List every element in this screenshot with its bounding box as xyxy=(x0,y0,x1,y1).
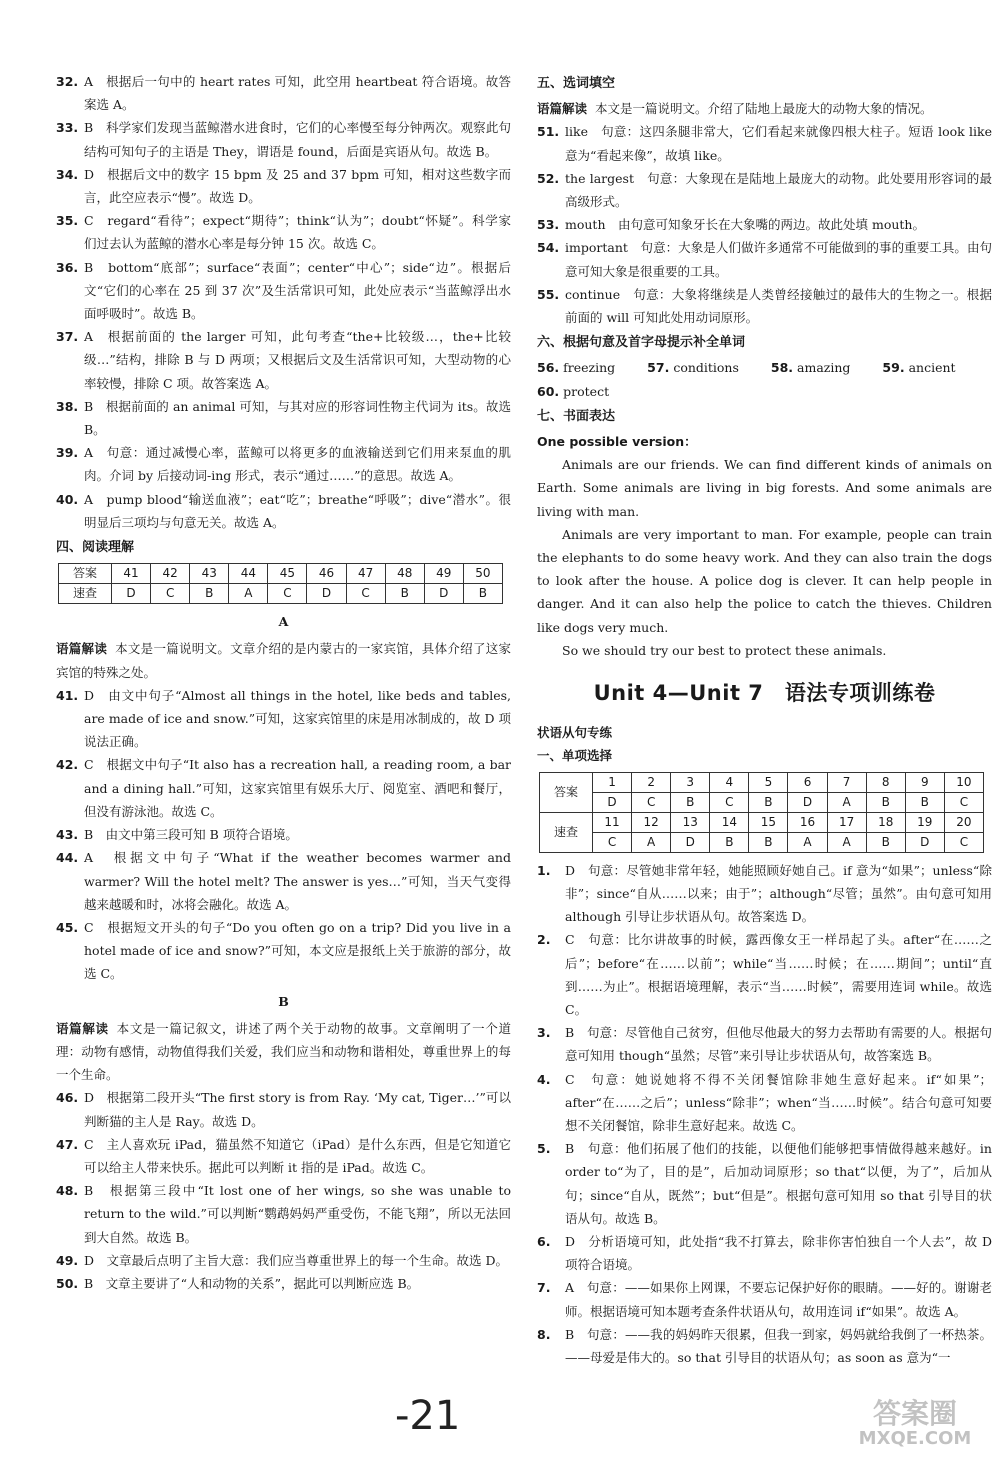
table-num: 8 xyxy=(866,772,905,792)
explanation-item xyxy=(56,395,511,441)
item-text: B bottom“底部”；surface“表面”；center“中心”；side“边”。根据后文“它们的心率在 25 到 37 次”及生活常识可知，此处应表示“当蓝鲸浮出水面呼吸时”。故选 B。 xyxy=(84,259,511,322)
explanation-item xyxy=(537,928,992,1021)
item-number: 41. xyxy=(56,687,79,703)
table-num: 47 xyxy=(346,564,385,584)
fill-answer: 60. protect xyxy=(537,383,610,399)
table-num: 42 xyxy=(151,564,190,584)
item-number: 52. xyxy=(537,170,560,186)
item-number: 51. xyxy=(537,124,560,140)
fill-answer: 59. ancient xyxy=(882,360,956,376)
fill-answers-56-60 xyxy=(537,356,992,402)
reading-explanations-41-45 xyxy=(56,684,511,986)
table-answer: B xyxy=(866,832,905,852)
explanation-item xyxy=(56,1133,511,1179)
item-text: A 根据后一句中的 heart rates 可知，此空用 heartbeat 符合语境。故答案选 A。 xyxy=(84,74,511,113)
item-text: C 句意：她说她将不得不关闭餐馆除非她生意好起来。if“如果”；after“在……之后”；unless“除非”；when“当……时候”。结合句意可知要想不关闭餐馆，除非生意好起来。故选 C。 xyxy=(565,1071,992,1133)
item-text: C 根据文中句子“It also has a recreation hall, a reading room, a bar and a dining hall.”可知，这家宾馆里有娱乐大厅、阅览室、酒吧和餐厅，但没有游泳池。故选 C。 xyxy=(84,757,511,819)
essay-paragraph: Animals are very important to man. For example, people can train the elephants to do some heavy work. And they can also train the dogs to look after the house. A police dog is clever. It can help people in danger. And it can also help the police to catch the thieves. Children like dogs very much. xyxy=(537,526,992,635)
explanation-item xyxy=(537,1068,992,1138)
table-answer: A xyxy=(827,792,866,812)
table-answer: B xyxy=(866,792,905,812)
table-num: 19 xyxy=(905,812,944,832)
item-text: B 句意：——我的妈妈昨天很累，但我一到家，妈妈就给我倒了一杯热茶。——母爱是伟大的。so that 引导目的状语从句；as soon as 意为“一 xyxy=(565,1326,992,1365)
section-5-intro: 语篇解读 本文是一篇说明文。介绍了陆地上最庞大的动物大象的情况。 xyxy=(537,101,933,117)
answer-table-41-50 xyxy=(58,563,503,604)
fill-answer: 57. conditions xyxy=(647,360,739,376)
table-answer: B xyxy=(905,792,944,812)
item-number: 35. xyxy=(56,213,79,229)
table-num: 3 xyxy=(671,772,710,792)
explanation-item xyxy=(56,823,511,846)
table-answer: C xyxy=(944,832,983,852)
table-answer: B xyxy=(463,584,502,604)
explanation-item xyxy=(56,916,511,986)
page-number: -21 xyxy=(395,1393,461,1439)
essay-paragraph: So we should try our best to protect these animals. xyxy=(562,642,887,658)
table-num: 14 xyxy=(710,812,749,832)
item-text: mouth 由句意可知象牙长在大象嘴的两边。故此处填 mouth。 xyxy=(565,217,925,233)
table-answer: A xyxy=(229,584,268,604)
item-number: 49. xyxy=(56,1252,79,1268)
item-number: 42. xyxy=(56,757,79,773)
table-num: 48 xyxy=(385,564,424,584)
explanation-item xyxy=(56,684,511,754)
item-number: 2. xyxy=(537,932,551,948)
item-text: C 句意：比尔讲故事的时候，露西像女王一样昂起了头。after“在……之后”；before“在……以前”；while“当……时候；在……期间”；until“直到……为止”。根据语境理解，表示“当……时候”，需要用连词 while。故选 C。 xyxy=(565,932,992,1017)
item-number: 48. xyxy=(56,1183,79,1199)
fill-answer: 56. freezing xyxy=(537,360,616,376)
word-fill-explanations-51-55 xyxy=(537,120,992,329)
table-num: 7 xyxy=(827,772,866,792)
reading-explanations-46-50 xyxy=(56,1086,511,1295)
explanation-item xyxy=(56,488,511,534)
item-number: 7. xyxy=(537,1280,551,1296)
table-num: 10 xyxy=(944,772,983,792)
table-answer: A xyxy=(827,832,866,852)
item-number: 32. xyxy=(56,74,79,89)
item-text: A 根据前面的 the larger 可知，此句考查“the+比较级…，the+比较级…”结构，排除 B 与 D 两项；又根据后文及生活常识可知，大型动物的心率较慢，排除 C 项。故答案选 A。 xyxy=(84,329,511,391)
item-number: 5. xyxy=(537,1141,551,1157)
essay-paragraph: Animals are our friends. We can find different kinds of animals on Earth. Some animals are living in big forests. And some animals are living with man. xyxy=(537,457,992,519)
item-number: 50. xyxy=(56,1275,79,1291)
item-text: continue 句意：大象将继续是人类曾经接触过的最伟大的生物之一。根据前面的 will 可知此处用动词原形。 xyxy=(565,286,992,326)
table-num: 1 xyxy=(593,772,632,792)
answer-table-1-20 xyxy=(539,772,984,853)
table-num: 17 xyxy=(827,812,866,832)
explanation-item xyxy=(56,70,511,116)
explanation-item xyxy=(537,167,992,213)
item-text: C 根据短文开头的句子“Do you often go on a trip? Did you live in a hotel made of ice and snow?”可知，本文应是报纸上关于旅游的部分，故选 C。 xyxy=(84,919,511,982)
item-text: B 根据第三段中“It lost one of her wings, so she was unable to return to the wild.”可以判断“鹦鹉妈妈严重受伤，不能飞翔”，所以无法回到大自然。故选 B。 xyxy=(84,1183,511,1245)
table-num: 6 xyxy=(788,772,827,792)
table-num: 44 xyxy=(229,564,268,584)
item-text: A 句意：通过减慢心率，蓝鲸可以将更多的血液输送到它们用来泵血的肌肉。介词 by 后接动词-ing 形式，表示“通过……”的意思。故选 A。 xyxy=(84,445,511,484)
answer-label-top: 答案 xyxy=(540,772,593,812)
table-num: 9 xyxy=(905,772,944,792)
table-num: 4 xyxy=(710,772,749,792)
table-answer: B xyxy=(749,832,788,852)
item-number: 45. xyxy=(56,919,79,935)
explanation-item xyxy=(537,859,992,929)
table-answer: C xyxy=(944,792,983,812)
intro-label: 语篇解读 xyxy=(537,101,588,117)
table-num: 41 xyxy=(112,564,151,584)
item-text: D 文章最后点明了主旨大意：我们应当尊重世界上的每一个生命。故选 D。 xyxy=(84,1252,509,1268)
table-num: 2 xyxy=(632,772,671,792)
explanation-item xyxy=(537,213,992,236)
explanation-item xyxy=(56,256,511,326)
item-number: 39. xyxy=(56,445,79,461)
explanation-item xyxy=(56,325,511,395)
item-number: 44. xyxy=(56,850,79,866)
answer-label-bottom: 速查 xyxy=(540,812,593,852)
table-num: 45 xyxy=(268,564,307,584)
table-answer: D xyxy=(671,832,710,852)
item-text: important 句意：大象是人们做许多通常不可能做到的事的重要工具。由句意可知大象是很重要的工具。 xyxy=(565,240,992,279)
item-number: 40. xyxy=(56,491,79,507)
explanation-item xyxy=(56,1249,511,1272)
table-answer: D xyxy=(905,832,944,852)
section-6-heading: 六、根据句意及首字母提示补全单词 xyxy=(537,335,746,351)
explanation-item xyxy=(537,1323,992,1369)
table-answer: B xyxy=(190,584,229,604)
item-text: C 主人喜欢玩 iPad，猫虽然不知道它（iPad）是什么东西，但是它知道它可以给主人带来快乐。据此可以判断 it 指的是 iPad。故选 C。 xyxy=(84,1136,511,1175)
explanation-item xyxy=(537,1230,992,1276)
table-answer: B xyxy=(710,832,749,852)
table-num: 20 xyxy=(944,812,983,832)
explanation-item xyxy=(537,1276,992,1322)
item-text: D 根据第二段开头“The first story is from Ray. ‘My cat, Tiger…’”可以判断猫的主人是 Ray。故选 D。 xyxy=(84,1090,511,1129)
item-text: B 根据前面的 an animal 可知，与其对应的形容词性物主代词为 its。故选 B。 xyxy=(84,398,511,438)
item-text: A pump blood“输送血液”；eat“吃”；breathe“呼吸”；dive“潜水”。很明显后三项均与句意无关。故选 A。 xyxy=(84,491,511,530)
item-text: B 句意：尽管他自己贫穷，但他尽他最大的努力去帮助有需要的人。根据句意可知用 though“虽然；尽管”来引导让步状语从句，故答案选 B。 xyxy=(565,1025,992,1064)
passage-a-heading: A xyxy=(278,614,289,630)
grammar-subtitle: 状语从句专练 xyxy=(537,725,613,741)
item-number: 54. xyxy=(537,240,560,256)
table-num: 43 xyxy=(190,564,229,584)
item-number: 46. xyxy=(56,1090,79,1106)
table-answer: B xyxy=(749,792,788,812)
table-answer: D xyxy=(424,584,463,604)
single-choice-heading: 一、单项选择 xyxy=(537,748,613,764)
item-number: 47. xyxy=(56,1136,79,1152)
left-column xyxy=(56,70,511,1295)
explanation-item xyxy=(56,116,511,162)
item-text: B 由文中第三段可知 B 项符合语境。 xyxy=(84,827,298,843)
explanation-item xyxy=(56,1179,511,1249)
table-num: 46 xyxy=(307,564,346,584)
table-num: 50 xyxy=(463,564,502,584)
explanation-item xyxy=(56,1086,511,1132)
table-answer: C xyxy=(632,792,671,812)
table-answer: D xyxy=(593,792,632,812)
intro-label: 语篇解读 xyxy=(56,641,108,657)
item-text: the largest 句意：大象现在是陆地上最庞大的动物。此处要用形容词的最高级形式。 xyxy=(565,170,992,210)
table-answer: C xyxy=(151,584,190,604)
passage-a-intro: 语篇解读 本文是一篇说明文。文章介绍的是内蒙古的一家宾馆，具体介绍了这家宾馆的特殊之处。 xyxy=(56,641,511,680)
section-4-heading: 四、阅读理解 xyxy=(56,540,135,556)
table-num: 11 xyxy=(593,812,632,832)
section-5-heading: 五、选词填空 xyxy=(537,76,616,91)
item-text: C regard“看待”；expect“期待”；think“认为”；doubt“怀疑”。科学家们过去认为蓝鲸的潜水心率是每分钟 15 次。故选 C。 xyxy=(84,213,511,252)
possible-version-label: One possible version： xyxy=(537,434,697,450)
item-text: D 根据后文中的数字 15 bpm 及 25 and 37 bpm 可知，相对这些数字而言，此空应表示“慢”。故选 D。 xyxy=(84,166,511,206)
intro-label: 语篇解读 xyxy=(56,1020,109,1036)
fill-answer: 58. amazing xyxy=(770,360,851,376)
explanation-item xyxy=(56,1272,511,1295)
unit-title: Unit 4—Unit 7 语法专项训练卷 xyxy=(593,681,936,706)
grammar-explanations-1-8 xyxy=(537,859,992,1369)
watermark-logo: 答案圈 MXQE.COM xyxy=(858,1397,972,1449)
answer-label-top: 答案 xyxy=(59,564,112,584)
item-number: 4. xyxy=(537,1071,551,1087)
table-answer: A xyxy=(788,832,827,852)
table-num: 49 xyxy=(424,564,463,584)
item-number: 6. xyxy=(537,1233,551,1249)
item-number: 8. xyxy=(537,1326,551,1342)
table-answer: C xyxy=(346,584,385,604)
item-number: 38. xyxy=(56,398,79,414)
answer-label-bottom: 速查 xyxy=(59,584,112,604)
table-answer: C xyxy=(710,792,749,812)
item-number: 3. xyxy=(537,1025,551,1041)
item-number: 43. xyxy=(56,827,79,843)
explanation-item xyxy=(537,236,992,282)
explanation-item xyxy=(537,120,992,166)
item-text: B 科学家们发现当蓝鲸潜水进食时，它们的心率慢至每分钟两次。观察此句结构可知句子的主语是 They，谓语是 found，后面是宾语从句。故选 B。 xyxy=(84,120,511,159)
explanation-item xyxy=(56,846,511,916)
table-answer: D xyxy=(788,792,827,812)
explanation-item xyxy=(56,163,511,209)
table-answer: B xyxy=(385,584,424,604)
item-text: D 由文中句子“Almost all things in the hotel, like beds and tables, are made of ice and snow.”可知，这家宾馆里的床是用冰制成的，故 D 项说法正确。 xyxy=(84,687,511,750)
section-7-heading: 七、书面表达 xyxy=(537,408,616,424)
item-text: D 分析语境可知，此处指“我不打算去，除非你害怕独自一个人去”，故 D 项符合语境。 xyxy=(565,1233,992,1273)
passage-b-heading: B xyxy=(278,993,289,1009)
item-number: 1. xyxy=(537,862,551,878)
table-answer: C xyxy=(593,832,632,852)
explanation-item xyxy=(56,441,511,487)
explanation-item xyxy=(537,1021,992,1067)
table-num: 18 xyxy=(866,812,905,832)
item-text: D 句意：尽管她非常年轻，她能照顾好她自己。if 意为“如果”；unless“除非”；since“自从……以来；由于”；although“尽管；虽然”。由句意可知用 although 引导让步状语从句。故答案选 D。 xyxy=(565,862,992,925)
explanation-item xyxy=(537,1137,992,1230)
table-num: 12 xyxy=(632,812,671,832)
table-answer: B xyxy=(671,792,710,812)
table-num: 15 xyxy=(749,812,788,832)
item-number: 33. xyxy=(56,120,79,136)
table-answer: A xyxy=(632,832,671,852)
item-number: 34. xyxy=(56,166,79,182)
item-number: 53. xyxy=(537,217,560,233)
item-text: A 句意：——如果你上网课，不要忘记保护好你的眼睛。——好的。谢谢老师。根据语境可知本题考查条件状语从句，故用连词 if“如果”。故选 A。 xyxy=(565,1280,992,1319)
table-answer: D xyxy=(112,584,151,604)
table-num: 13 xyxy=(671,812,710,832)
item-text: B 句意：他们拓展了他们的技能，以便他们能够把事情做得越来越好。in order to“为了，目的是”，后加动词原形；so that“以便，为了”，后加从句；since“自从，既然”；but“但是”。根据句意可知用 so that 引导目的状语从句。故选 B。 xyxy=(565,1141,992,1226)
item-text: B 文章主要讲了“人和动物的关系”，据此可以判断应选 B。 xyxy=(84,1275,420,1291)
item-number: 55. xyxy=(537,286,560,302)
passage-b-intro: 语篇解读 本文是一篇记叙文，讲述了两个关于动物的故事。文章阐明了一个道理：动物有感情，动物值得我们关爱，我们应当和动物和谐相处，尊重世界上的每一个生命。 xyxy=(56,1020,511,1083)
explanation-item xyxy=(537,283,992,329)
table-answer: D xyxy=(307,584,346,604)
right-column xyxy=(537,70,992,1369)
explanation-item xyxy=(56,209,511,255)
item-number: 36. xyxy=(56,259,79,275)
item-text: A 根据文中句子“What if the weather becomes warmer and warmer? Will the hotel melt? The answer is yes…”可知，当天气变得越来越暖和时，冰将会融化。故选 A。 xyxy=(84,850,511,912)
item-number: 37. xyxy=(56,329,79,345)
table-answer: C xyxy=(268,584,307,604)
explanation-item xyxy=(56,753,511,823)
item-text: like 句意：这四条腿非常大，它们看起来就像四根大柱子。短语 look like 意为“看起来像”，故填 like。 xyxy=(565,124,992,163)
cloze-explanations-32-40 xyxy=(56,70,511,534)
table-num: 5 xyxy=(749,772,788,792)
table-num: 16 xyxy=(788,812,827,832)
